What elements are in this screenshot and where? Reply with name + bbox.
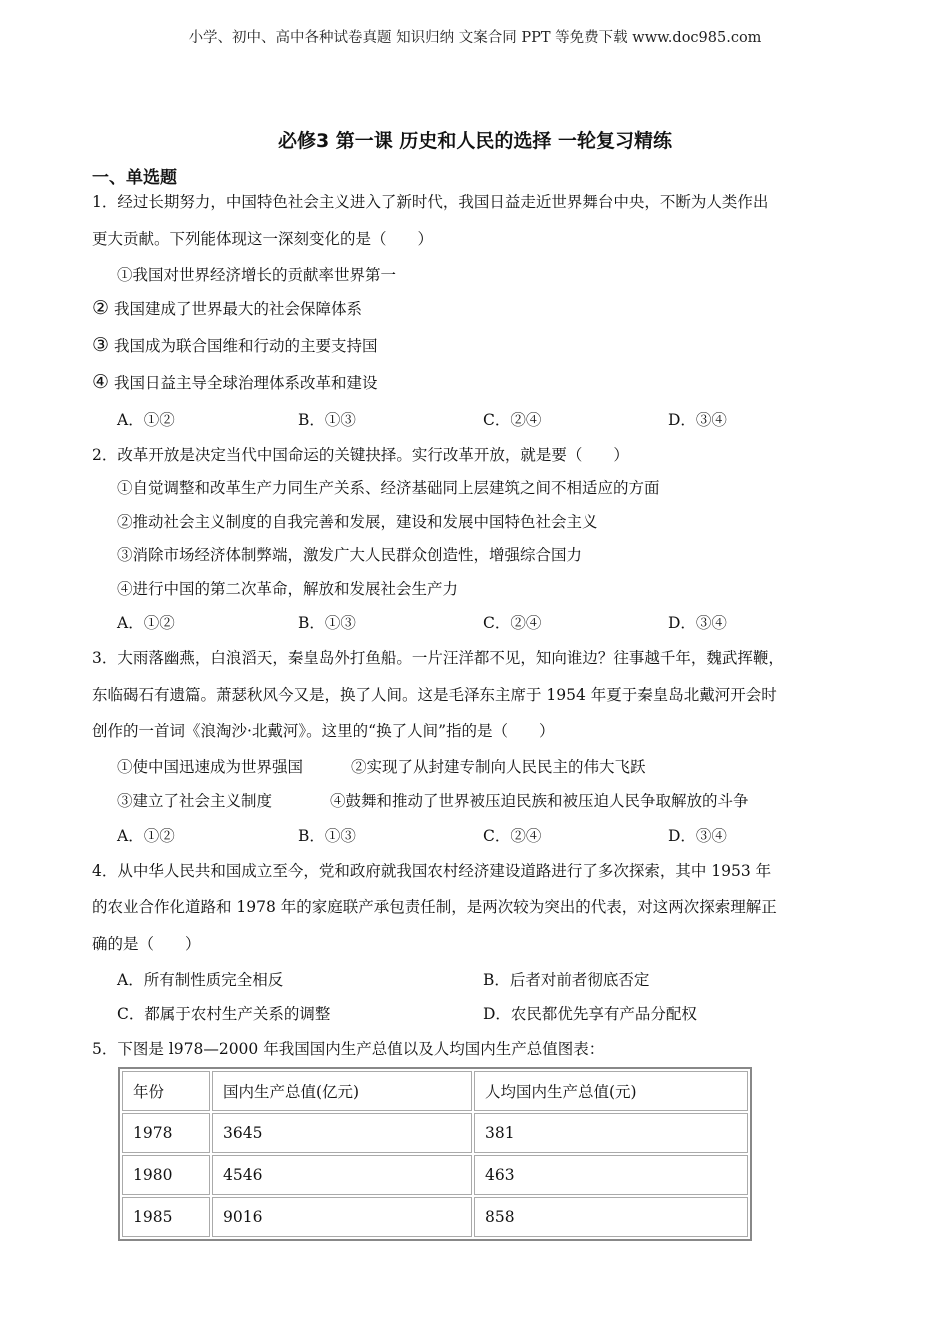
q4-option-c[interactable]: C．都属于农村生产关系的调整 [117,1005,331,1023]
q1-statement-2-mark: ② [92,297,110,319]
q2-statement-4: ④进行中国的第二次革命，解放和发展社会生产力 [117,580,459,598]
q2-option-c[interactable]: C．②④ [483,614,542,632]
q3-option-a[interactable]: A．①② [117,827,175,845]
q2-option-d[interactable]: D．③④ [668,614,727,632]
q3-stem-line1: 3．大雨落幽燕，白浪滔天，秦皇岛外打鱼船。一片汪洋都不见，知向谁边？往事越千年，魏武挥鞭， [92,649,784,667]
table-header-cell: 年份 [122,1071,210,1111]
q3-option-d[interactable]: D．③④ [668,827,727,845]
q1-option-c[interactable]: C．②④ [483,411,542,429]
q1-stem-line2: 更大贡献。下列能体现这一深刻变化的是（ ） [92,230,434,248]
q3-statement-3: ③建立了社会主义制度 [117,792,273,810]
q4-option-b[interactable]: B．后者对前者彻底否定 [483,971,650,989]
q1-option-b[interactable]: B．①③ [298,411,356,429]
q3-option-b[interactable]: B．①③ [298,827,356,845]
table-row [122,1155,748,1195]
q3-option-c[interactable]: C．②④ [483,827,542,845]
q2-option-b[interactable]: B．①③ [298,614,356,632]
table-header-cell: 人均国内生产总值(元) [474,1071,748,1111]
q1-option-d[interactable]: D．③④ [668,411,727,429]
q2-stem-line1: 2．改革开放是决定当代中国命运的关键抉择。实行改革开放，就是要（ ） [92,446,629,464]
q1-statement-3 [92,334,378,356]
q5-stem-line1: 5．下图是 l978—2000 年我国国内生产总值以及人均国内生产总值图表： [92,1040,605,1058]
table-row [122,1113,748,1153]
q1-statement-3-text: 我国成为联合国维和行动的主要支持国 [113,337,378,355]
q3-statement-1: ①使中国迅速成为世界强国 [117,758,304,776]
q1-statement-3-mark: ③ [92,334,110,356]
q1-statement-1: ①我国对世界经济增长的贡献率世界第一 [117,266,397,284]
q1-statement-4-mark: ④ [92,371,110,393]
q4-stem-line1: 4．从中华人民共和国成立至今，党和政府就我国农村经济建设道路进行了多次探索，其中 1953 年 [92,862,772,880]
page-header: 小学、初中、高中各种试卷真题 知识归纳 文案合同 PPT 等免费下载 www.doc985.com [188,30,762,46]
table-cell: 1985 [122,1197,210,1237]
q4-option-a[interactable]: A．所有制性质完全相反 [117,971,284,989]
table-cell: 381 [474,1113,748,1153]
q3-stem-line3: 创作的一首词《浪淘沙·北戴河》。这里的“换了人间”指的是（ ） [92,722,555,740]
table-cell: 9016 [212,1197,472,1237]
q1-statement-4-text: 我国日益主导全球治理体系改革和建设 [113,374,378,392]
page-title: 必修3 第一课 历史和人民的选择 一轮复习精练 [277,130,673,152]
q1-option-a[interactable]: A．①② [117,411,175,429]
table-cell: 1980 [122,1155,210,1195]
q4-option-d[interactable]: D．农民都优先享有产品分配权 [483,1005,697,1023]
table-cell: 3645 [212,1113,472,1153]
table-cell: 1978 [122,1113,210,1153]
q2-statement-3: ③消除市场经济体制弊端，激发广大人民群众创造性，增强综合国力 [117,546,583,564]
q2-statement-2: ②推动社会主义制度的自我完善和发展，建设和发展中国特色社会主义 [117,513,598,531]
q1-statement-2-text: 我国建成了世界最大的社会保障体系 [113,300,362,318]
q4-stem-line3: 确的是（ ） [92,935,201,953]
table-cell: 463 [474,1155,748,1195]
q3-stem-line2: 东临碣石有遗篇。萧瑟秋风今又是，换了人间。这是毛泽东主席于 1954 年夏于秦皇岛北戴河开会时 [92,686,777,704]
table-header-row [122,1071,748,1111]
q1-statement-4 [92,371,378,393]
q3-statement-2: ②实现了从封建专制向人民民主的伟大飞跃 [351,758,646,776]
gdp-table [118,1067,752,1241]
q1-stem-line1: 1．经过长期努力，中国特色社会主义进入了新时代，我国日益走近世界舞台中央，不断为人类作出 [92,193,769,211]
q2-statement-1: ①自觉调整和改革生产力同生产关系、经济基础同上层建筑之间不相适应的方面 [117,479,660,497]
table-cell: 4546 [212,1155,472,1195]
q4-stem-line2: 的农业合作化道路和 1978 年的家庭联产承包责任制，是两次较为突出的代表，对这两次探索理解正 [92,898,777,916]
section-heading: 一、单选题 [92,168,177,188]
q3-statement-4: ④鼓舞和推动了世界被压迫民族和被压迫人民争取解放的斗争 [330,792,749,810]
table-header-cell: 国内生产总值(亿元) [212,1071,472,1111]
table-row [122,1197,748,1237]
q1-statement-2 [92,297,362,319]
table-cell: 858 [474,1197,748,1237]
q2-option-a[interactable]: A．①② [117,614,175,632]
